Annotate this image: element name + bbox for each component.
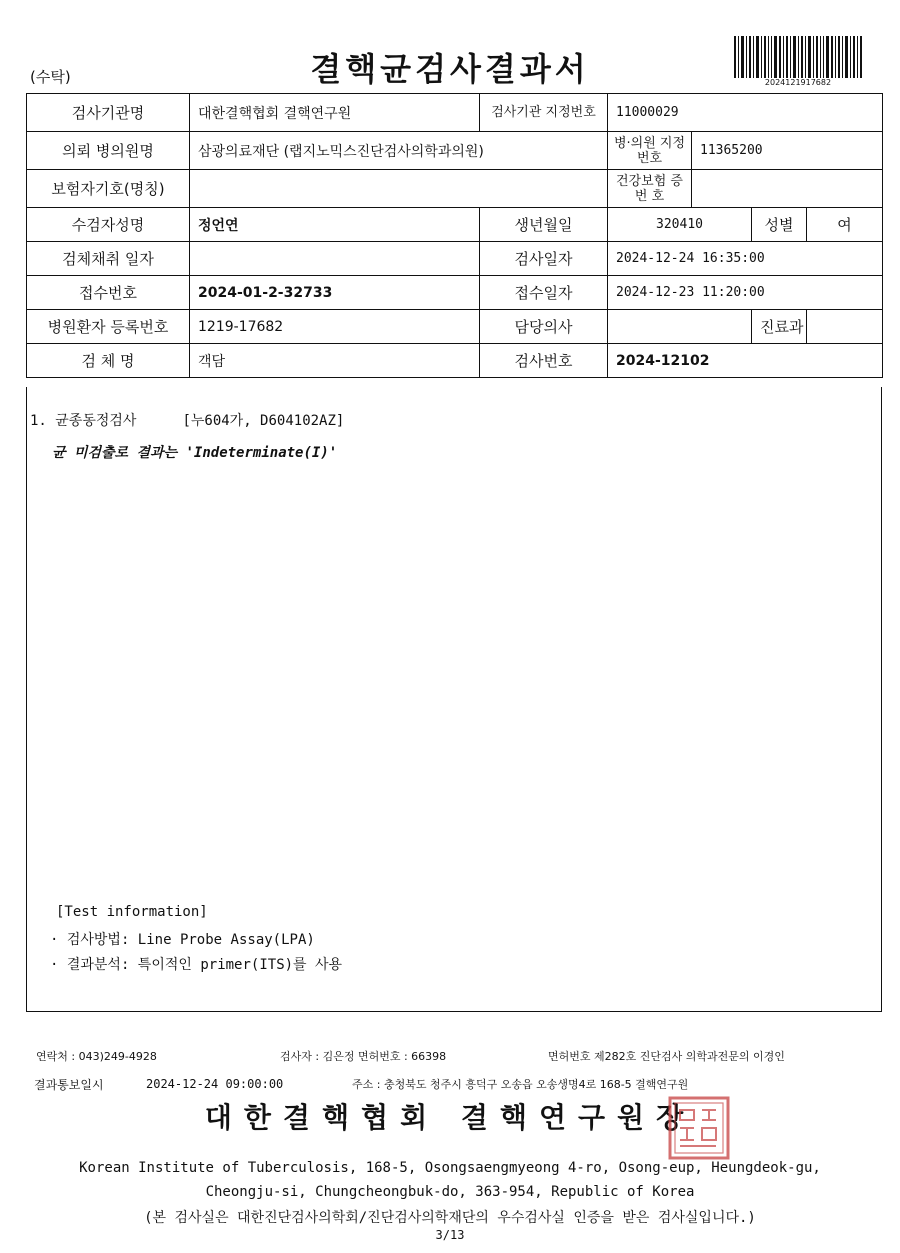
notice-date: 2024-12-24 09:00:00 [146,1077,284,1091]
lab-name: 대한결핵협회 결핵연구원 [190,94,480,132]
notice-label: 결과통보일시 [34,1078,104,1092]
collect-date-label: 검체채취 일자 [27,242,190,276]
dept [807,310,883,344]
requester: 삼광의료재단 (랩지노믹스진단검사의학과의원) [190,132,608,170]
lab-id-label: 검사기관 지정번호 [480,94,608,132]
contact: 연락처 : 043)249-4928 [36,1050,157,1063]
test-no: 2024-12102 [608,344,883,378]
collect-date [190,242,480,276]
barcode-icon [734,36,862,78]
test-no-label: 검사번호 [480,344,608,378]
page-number: 3/13 [435,1228,465,1242]
test-method: · 검사방법: Line Probe Assay(LPA) [50,932,315,948]
dob-label: 생년월일 [480,208,608,242]
clinic-id-label: 병·의원 지정번호 [608,132,692,170]
test-analysis: · 결과분석: 특이적인 primer(ITS)를 사용 [50,957,343,973]
result-finding: 균 미검출로 결과는 'Indeterminate(I)' [52,445,338,461]
test-date-label: 검사일자 [480,242,608,276]
lab-id: 11000029 [608,94,883,132]
sex-label: 성별 [752,208,807,242]
institute-name: 대한결핵협회 결핵연구원장 [204,1101,696,1134]
result-item [30,410,344,430]
reg-no: 1219-17682 [190,310,480,344]
receipt-no: 2024-01-2-32733 [190,276,480,310]
dob: 320410 [608,208,752,242]
receipt-no-label: 접수번호 [27,276,190,310]
specialist: 면허번호 제282호 진단검사 의학과전문의 이경인 [548,1050,785,1063]
specimen: 객담 [190,344,480,378]
doctor [608,310,752,344]
official-seal-icon [668,1096,730,1160]
receipt-date: 2024-12-23 11:20:00 [608,276,883,310]
clinic-id: 11365200 [692,132,883,170]
result-item-title: 1. 균종동정검사 [30,413,137,429]
patient-name: 정언연 [190,208,480,242]
specimen-label: 검 체 명 [27,344,190,378]
test-date: 2024-12-24 16:35:00 [608,242,883,276]
lab-name-label: 검사기관명 [27,94,190,132]
patient-info-table [26,93,883,378]
document-title: 결핵균검사결과서 [310,50,590,88]
test-info-title: [Test information] [56,904,208,920]
tester: 검사자 : 김은정 면허번호 : 66398 [280,1050,447,1063]
barcode-number: 2024121917682 [764,78,832,87]
patient-label: 수검자성명 [27,208,190,242]
requester-label: 의뢰 병의원명 [27,132,190,170]
result-item-code: [누604가, D604102AZ] [182,413,345,429]
insurer [190,170,608,208]
insurer-label: 보험자기호(명칭) [27,170,190,208]
dept-label: 진료과 [752,310,807,344]
copy-label: (수탁) [30,68,71,86]
health-ins-label: 건강보험 증 번 호 [608,170,692,208]
receipt-date-label: 접수일자 [480,276,608,310]
health-ins [692,170,883,208]
address-kr: 주소 : 충청북도 청주시 흥덕구 오송읍 오송생명4로 168-5 결핵연구원 [352,1078,689,1091]
sex: 여 [807,208,883,242]
reg-no-label: 병원환자 등록번호 [27,310,190,344]
address-en-1: Korean Institute of Tuberculosis, 168-5, Osongsaengmyeong 4-ro, Osong-eup, Heungdeok-gu, [79,1160,821,1176]
address-en-2: Cheongju-si, Chungcheongbuk-do, 363-954, Republic of Korea [205,1184,695,1200]
doctor-label: 담당의사 [480,310,608,344]
certification-note: (본 검사실은 대한진단검사의학회/진단검사의학재단의 우수검사실 인증을 받은 검사실입니다.) [144,1210,756,1226]
